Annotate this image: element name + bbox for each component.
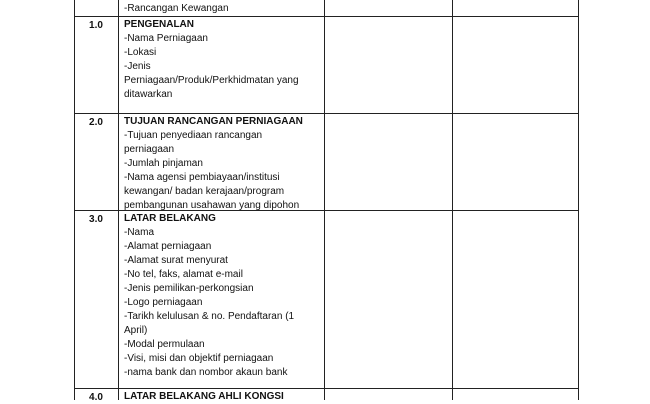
list-item: -Jenis xyxy=(124,61,151,72)
row-divider-3 xyxy=(74,388,578,389)
section-heading: LATAR BELAKANG AHLI KONGSI xyxy=(124,391,284,402)
list-item: -Tujuan penyediaan rancangan xyxy=(124,130,263,141)
list-item: pembangunan usahawan yang dipohon xyxy=(124,200,300,211)
row-number: 3.0 xyxy=(89,214,103,225)
partial-row-content xyxy=(124,2,320,16)
row-number: 4.0 xyxy=(89,392,103,403)
list-item: -Alamat surat menyurat xyxy=(124,255,228,266)
list-item: -Jenis pemilikan-perkongsian xyxy=(124,283,254,294)
row-content xyxy=(124,115,320,213)
list-item: kewangan/ badan kerajaan/program xyxy=(124,186,285,197)
list-item: -Tarikh kelulusan & no. Pendaftaran (1 xyxy=(124,311,295,322)
list-item: -Nama Perniagaan xyxy=(124,33,208,44)
row-divider-1 xyxy=(74,113,578,114)
list-item: perniagaan xyxy=(124,144,175,155)
list-item: -Jumlah pinjaman xyxy=(124,158,203,169)
section-heading: PENGENALAN xyxy=(124,19,195,30)
list-item: Perniagaan/Produk/Perkhidmatan yang xyxy=(124,75,299,86)
list-item: -Alamat perniagaan xyxy=(124,241,212,252)
row-content xyxy=(124,390,320,404)
table-border-content-col xyxy=(324,0,325,400)
list-item: -Nama agensi pembiayaan/institusi xyxy=(124,172,280,183)
row-divider-top xyxy=(74,16,578,17)
list-item: April) xyxy=(124,325,148,336)
table-border-left xyxy=(74,0,75,400)
list-item: -Logo perniagaan xyxy=(124,297,203,308)
section-heading: TUJUAN RANCANGAN PERNIAGAAN xyxy=(124,116,303,127)
table-border-number-col xyxy=(118,0,119,400)
table-border-right xyxy=(578,0,579,400)
list-item: -No tel, faks, alamat e-mail xyxy=(124,269,243,280)
list-item: -Modal permulaan xyxy=(124,339,205,350)
row-content xyxy=(124,212,320,380)
row-number: 2.0 xyxy=(89,117,103,128)
row-number: 1.0 xyxy=(89,20,103,31)
table-border-col3 xyxy=(452,0,453,400)
row-content xyxy=(124,18,320,102)
list-item: -Nama xyxy=(124,227,155,238)
list-item: -Visi, misi dan objektif perniagaan xyxy=(124,353,274,364)
list-item: -nama bank dan nombor akaun bank xyxy=(124,367,288,378)
list-item: -Lokasi xyxy=(124,47,157,58)
list-item: -Rancangan Kewangan xyxy=(124,3,229,14)
section-heading: LATAR BELAKANG xyxy=(124,213,216,224)
list-item: ditawarkan xyxy=(124,89,173,100)
